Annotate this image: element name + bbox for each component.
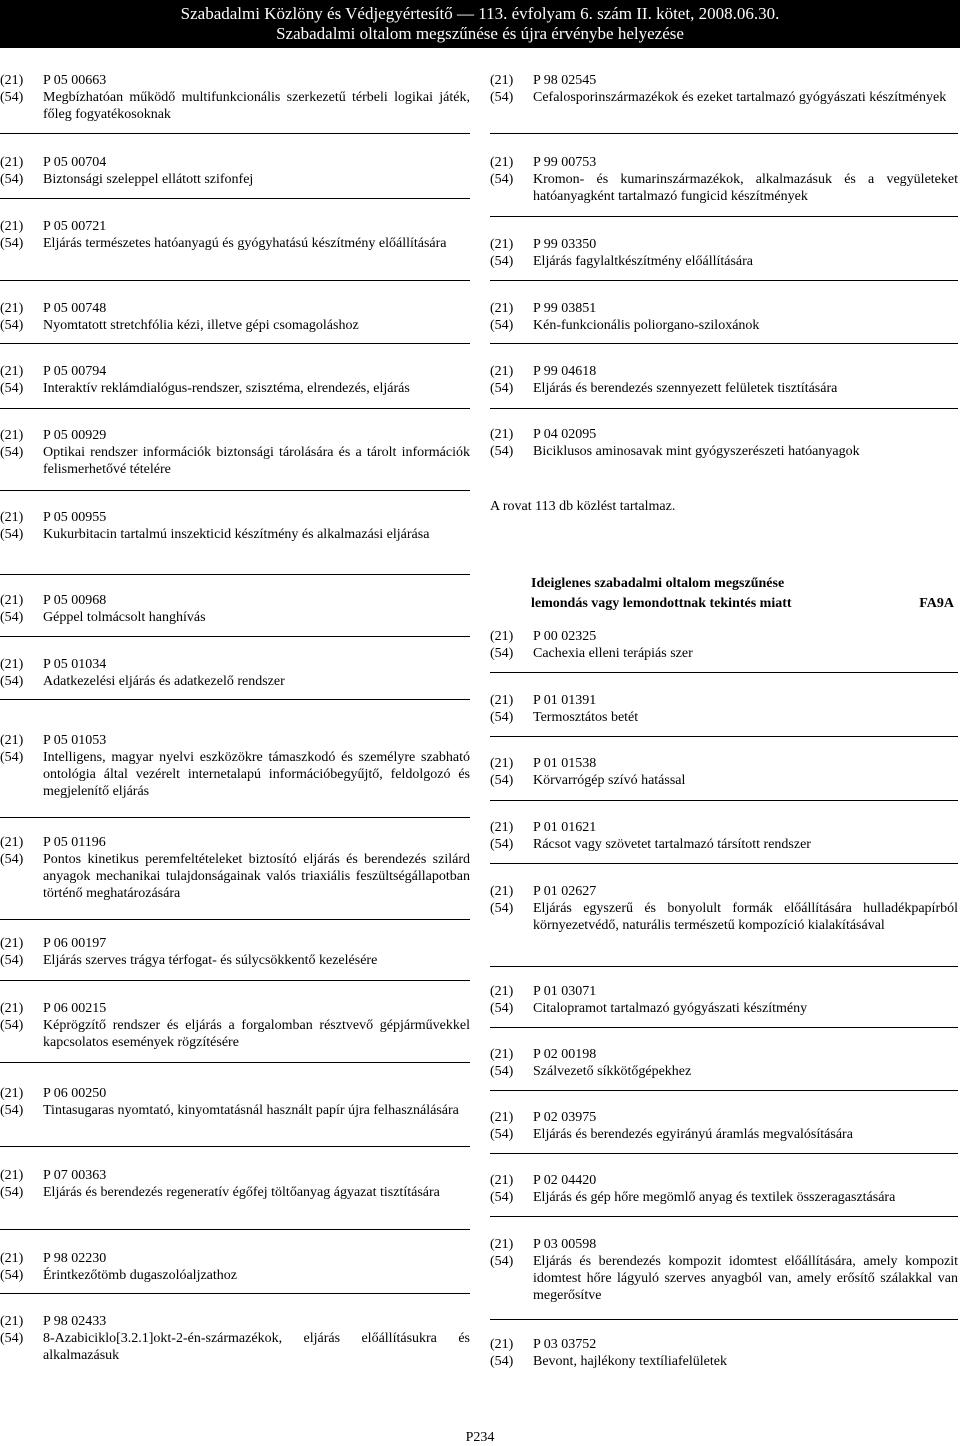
section-title-line1: Ideiglenes szabadalmi oltalom megszűnése — [531, 576, 785, 591]
code-label: (54) — [490, 444, 514, 459]
patent-entry — [0, 935, 470, 969]
code-label: (21) — [0, 510, 24, 525]
code-label: (54) — [490, 381, 514, 396]
patent-entry — [490, 72, 958, 106]
entry-divider — [490, 736, 958, 737]
code-label: (54) — [490, 90, 514, 105]
code-label: (21) — [0, 1314, 24, 1329]
patent-entry — [490, 154, 958, 205]
code-label: (21) — [490, 301, 514, 316]
code-label: (21) — [490, 237, 514, 252]
patent-number: P 05 00663 — [43, 73, 107, 88]
patent-entry — [0, 72, 470, 123]
patent-number: P 05 01034 — [43, 657, 107, 672]
code-label: (54) — [0, 852, 24, 867]
code-label: (21) — [0, 73, 24, 88]
patent-title: Eljárás egyszerű és bonyolult formák előállítására hulladékpapírból környezetvédő, naturális természetű kompozíció kialakításával — [533, 901, 958, 933]
entry-divider — [0, 133, 470, 134]
patent-entry — [0, 427, 470, 478]
patent-number: P 01 01621 — [533, 820, 597, 835]
code-label: (54) — [490, 646, 514, 661]
patent-number: P 01 01391 — [533, 693, 597, 708]
patent-title: Kén-funkcionális poliorgano-sziloxánok — [533, 318, 760, 333]
patent-number: P 05 00955 — [43, 510, 107, 525]
code-label: (21) — [490, 1047, 514, 1062]
code-label: (54) — [0, 953, 24, 968]
code-label: (21) — [0, 835, 24, 850]
code-label: (54) — [490, 901, 514, 916]
entry-divider — [0, 1062, 470, 1063]
code-label: (54) — [0, 445, 24, 460]
code-label: (54) — [490, 254, 514, 269]
code-label: (54) — [490, 1064, 514, 1079]
patent-title: Biciklusos aminosavak mint gyógyszerészeti hatóanyagok — [533, 444, 860, 459]
patent-number: P 99 03851 — [533, 301, 597, 316]
patent-entry — [490, 983, 958, 1017]
entry-divider — [490, 1090, 958, 1091]
patent-entry — [0, 1250, 470, 1284]
section-code: FA9A — [919, 596, 954, 611]
code-label: (54) — [490, 1190, 514, 1205]
patent-title: Citalopramot tartalmazó gyógyászati készítmény — [533, 1001, 808, 1016]
entry-divider — [0, 699, 470, 700]
patent-title: Géppel tolmácsolt hanghívás — [43, 610, 206, 625]
patent-title: Eljárás és berendezés egyirányú áramlás megvalósítására — [533, 1127, 853, 1142]
code-label: (21) — [490, 820, 514, 835]
code-label: (21) — [0, 219, 24, 234]
patent-number: P 06 00197 — [43, 936, 107, 951]
patent-title: Eljárás és gép hőre megömlő anyag és textilek összeragasztására — [533, 1190, 896, 1205]
patent-title: Körvarrógép szívó hatással — [533, 773, 686, 788]
code-label: (21) — [0, 733, 24, 748]
code-label: (21) — [490, 884, 514, 899]
patent-title: Kromon- és kumarinszármazékok, alkalmazásuk és a vegyületeket hatóanyagként tartalmazó fungicid készítmények — [533, 172, 958, 204]
entry-divider — [0, 817, 470, 818]
patent-number: P 02 00198 — [533, 1047, 597, 1062]
patent-title: Cefalosporinszármazékok és ezeket tartalmazó gyógyászati készítmények — [533, 90, 947, 105]
code-label: (54) — [490, 172, 514, 187]
patent-entry — [490, 819, 958, 853]
entry-divider — [490, 1153, 958, 1154]
patent-number: P 01 02627 — [533, 884, 597, 899]
code-label: (54) — [0, 381, 24, 396]
code-label: (54) — [490, 837, 514, 852]
entry-divider — [490, 216, 958, 217]
code-label: (54) — [0, 1185, 24, 1200]
patent-title: Képrögzítő rendszer és eljárás a forgalomban résztvevő gépjárművekkel kapcsolatos események rögzítésére — [43, 1018, 470, 1050]
code-label: (54) — [0, 610, 24, 625]
entry-divider — [490, 672, 958, 673]
code-label: (21) — [0, 428, 24, 443]
patent-entry — [490, 1172, 958, 1206]
patent-title: Megbízhatóan működő multifunkcionális szerkezetű térbeli logikai játék, főleg fogyatékosoknak — [43, 90, 470, 122]
patent-entry — [490, 1109, 958, 1143]
entry-divider — [490, 1319, 958, 1320]
patent-entry — [0, 218, 470, 252]
patent-title: Eljárás és berendezés regeneratív égőfej töltőanyag ágyazat tisztítására — [43, 1185, 440, 1200]
entry-divider — [490, 133, 958, 134]
patent-title: Rácsot vagy szövetet tartalmazó társított rendszer — [533, 837, 811, 852]
patent-title: Eljárás szerves trágya térfogat- és súlycsökkentő kezelésére — [43, 953, 378, 968]
entry-divider — [490, 343, 958, 344]
patent-title: Eljárás és berendezés kompozit idomtest előállítására, amely kompozit idomtest hőre lágyuló szerves anyagból van, amely erősítő szálakkal van megerősítve — [533, 1254, 958, 1303]
code-label: (21) — [490, 1237, 514, 1252]
entry-divider — [490, 1027, 958, 1028]
entry-divider — [0, 280, 470, 281]
patent-number: P 00 02325 — [533, 629, 597, 644]
patent-entry — [0, 732, 470, 800]
code-label: (54) — [0, 674, 24, 689]
code-label: (54) — [0, 1331, 24, 1346]
patent-entry — [490, 363, 958, 397]
entry-divider — [0, 919, 470, 920]
code-label: (21) — [0, 1168, 24, 1183]
patent-entry — [0, 1000, 470, 1051]
entry-divider — [0, 343, 470, 344]
patent-title: Bevont, hajlékony textíliafelületek — [533, 1354, 727, 1369]
entry-divider — [490, 1216, 958, 1217]
patent-number: P 98 02230 — [43, 1251, 107, 1266]
patent-title: Termosztátos betét — [533, 710, 639, 725]
patent-number: P 98 02545 — [533, 73, 597, 88]
patent-title: Biztonsági szeleppel ellátott szifonfej — [43, 172, 254, 187]
patent-number: P 02 03975 — [533, 1110, 597, 1125]
patent-title: Intelligens, magyar nyelvi eszközökre támaszkodó és személyre szabható ontológia által vezérelt internetalapú információbegyűjtő, feldolgozó és megjelenítő eljárás — [43, 750, 470, 799]
code-label: (21) — [490, 629, 514, 644]
entry-divider — [490, 800, 958, 801]
entry-divider — [490, 408, 958, 409]
patent-number: P 07 00363 — [43, 1168, 107, 1183]
patent-entry — [490, 236, 958, 270]
entry-divider — [490, 863, 958, 864]
code-label: (21) — [490, 1337, 514, 1352]
patent-entry — [490, 1046, 958, 1080]
patent-number: P 98 02433 — [43, 1314, 107, 1329]
code-label: (21) — [0, 593, 24, 608]
code-label: (54) — [0, 172, 24, 187]
patent-entry — [490, 692, 958, 726]
entry-divider — [0, 980, 470, 981]
patent-title: Cachexia elleni terápiás szer — [533, 646, 693, 661]
patent-number: P 05 00929 — [43, 428, 107, 443]
patent-number: P 06 00215 — [43, 1001, 107, 1016]
patent-number: P 05 01053 — [43, 733, 107, 748]
patent-entry — [490, 755, 958, 789]
code-label: (21) — [0, 1001, 24, 1016]
patent-entry — [0, 509, 470, 543]
entry-divider — [0, 574, 470, 575]
patent-title: Adatkezelési eljárás és adatkezelő rendszer — [43, 674, 285, 689]
patent-number: P 02 04420 — [533, 1173, 597, 1188]
patent-number: P 99 04618 — [533, 364, 597, 379]
code-label: (21) — [0, 364, 24, 379]
patent-number: P 04 02095 — [533, 427, 597, 442]
patent-number: P 05 00968 — [43, 593, 107, 608]
patent-entry — [0, 1085, 470, 1119]
code-label: (21) — [490, 756, 514, 771]
patent-title: Kukurbitacin tartalmú inszekticid készítmény és alkalmazási eljárása — [43, 527, 430, 542]
patent-entry — [490, 628, 958, 662]
section-title-line2: lemondás vagy lemondottnak tekintés miatt — [531, 596, 792, 611]
code-label: (21) — [490, 984, 514, 999]
code-label: (21) — [0, 936, 24, 951]
patent-title: Eljárás fagylaltkészítmény előállítására — [533, 254, 754, 269]
patent-number: P 99 03350 — [533, 237, 597, 252]
code-label: (54) — [490, 1001, 514, 1016]
patent-number: P 05 00794 — [43, 364, 107, 379]
patent-number: P 05 01196 — [43, 835, 106, 850]
code-label: (21) — [0, 657, 24, 672]
journal-title: Szabadalmi Közlöny és Védjegyértesítő — 113. évfolyam 6. szám II. kötet, 2008.06.30. — [180, 4, 780, 23]
code-label: (54) — [0, 236, 24, 251]
page-header — [0, 0, 960, 48]
section-title — [531, 574, 958, 614]
code-label: (54) — [0, 750, 24, 765]
code-label: (21) — [490, 427, 514, 442]
patent-number: P 99 00753 — [533, 155, 597, 170]
patent-title: Érintkezőtömb dugaszolóaljzathoz — [43, 1268, 237, 1283]
patent-title: Szálvezető síkkötőgépekhez — [533, 1064, 692, 1079]
patent-entry — [0, 834, 470, 902]
patent-entry — [490, 426, 958, 460]
patent-number: P 05 00721 — [43, 219, 107, 234]
patent-number: P 01 01538 — [533, 756, 597, 771]
code-label: (54) — [490, 710, 514, 725]
patent-number: P 06 00250 — [43, 1086, 107, 1101]
entry-divider — [0, 1293, 470, 1294]
patent-entry — [490, 883, 958, 934]
code-label: (54) — [0, 1018, 24, 1033]
patent-title: Pontos kinetikus peremfeltételeket biztosító eljárás és berendezés szilárd anyagok mechanikai tulajdonságainak valós triaxiális feszültségállapotban történő meghatározására — [43, 852, 470, 901]
entry-divider — [0, 636, 470, 637]
patent-entry — [490, 300, 958, 334]
patent-entry — [0, 656, 470, 690]
patent-entry — [490, 1336, 958, 1370]
entry-divider — [0, 198, 470, 199]
patent-entry — [0, 154, 470, 188]
code-label: (54) — [0, 90, 24, 105]
patent-title: Tintasugaras nyomtató, kinyomtatásnál használt papír újra felhasználására — [43, 1103, 459, 1118]
entry-divider — [490, 280, 958, 281]
patent-entry — [490, 1236, 958, 1304]
entry-divider — [0, 408, 470, 409]
code-label: (21) — [490, 1173, 514, 1188]
patent-entry — [0, 1167, 470, 1201]
patent-title: Eljárás és berendezés szennyezett felületek tisztítására — [533, 381, 838, 396]
code-label: (54) — [490, 773, 514, 788]
code-label: (21) — [490, 1110, 514, 1125]
code-label: (21) — [490, 155, 514, 170]
patent-number: P 01 03071 — [533, 984, 597, 999]
page-number: P234 — [465, 1430, 495, 1445]
code-label: (54) — [490, 1354, 514, 1369]
entry-divider — [0, 490, 470, 491]
patent-number: P 03 00598 — [533, 1237, 597, 1252]
patent-title: Optikai rendszer információk biztonsági tárolására és a tárolt információk felismerhetővé tételére — [43, 445, 470, 477]
patent-number: P 05 00748 — [43, 301, 107, 316]
code-label: (21) — [490, 693, 514, 708]
code-label: (54) — [0, 1103, 24, 1118]
code-label: (21) — [0, 1251, 24, 1266]
code-label: (21) — [0, 301, 24, 316]
patent-entry — [0, 300, 470, 334]
patent-entry — [0, 363, 470, 397]
section-note: A rovat 113 db közlést tartalmaz. — [490, 499, 676, 514]
code-label: (54) — [490, 318, 514, 333]
patent-title: Interaktív reklámdialógus-rendszer, szisztéma, elrendezés, eljárás — [43, 381, 410, 396]
patent-title: 8-Azabiciklo[3.2.1]okt-2-én-származékok, eljárás előállításukra és alkalmazásuk — [43, 1331, 470, 1363]
code-label: (54) — [0, 318, 24, 333]
patent-title: Nyomtatott stretchfólia kézi, illetve gépi csomagoláshoz — [43, 318, 359, 333]
code-label: (54) — [490, 1127, 514, 1142]
code-label: (21) — [490, 364, 514, 379]
code-label: (21) — [0, 1086, 24, 1101]
code-label: (54) — [0, 1268, 24, 1283]
patent-number: P 05 00704 — [43, 155, 107, 170]
patent-title: Eljárás természetes hatóanyagú és gyógyhatású készítmény előállítására — [43, 236, 447, 251]
entry-divider — [0, 1146, 470, 1147]
patent-entry — [0, 1313, 470, 1364]
code-label: (54) — [0, 527, 24, 542]
entry-divider — [490, 966, 958, 967]
entry-divider — [0, 1229, 470, 1230]
code-label: (21) — [0, 155, 24, 170]
patent-number: P 03 03752 — [533, 1337, 597, 1352]
patent-entry — [0, 592, 470, 626]
code-label: (54) — [490, 1254, 514, 1269]
section-heading: Szabadalmi oltalom megszűnése és újra érvénybe helyezése — [276, 24, 684, 43]
code-label: (21) — [490, 73, 514, 88]
